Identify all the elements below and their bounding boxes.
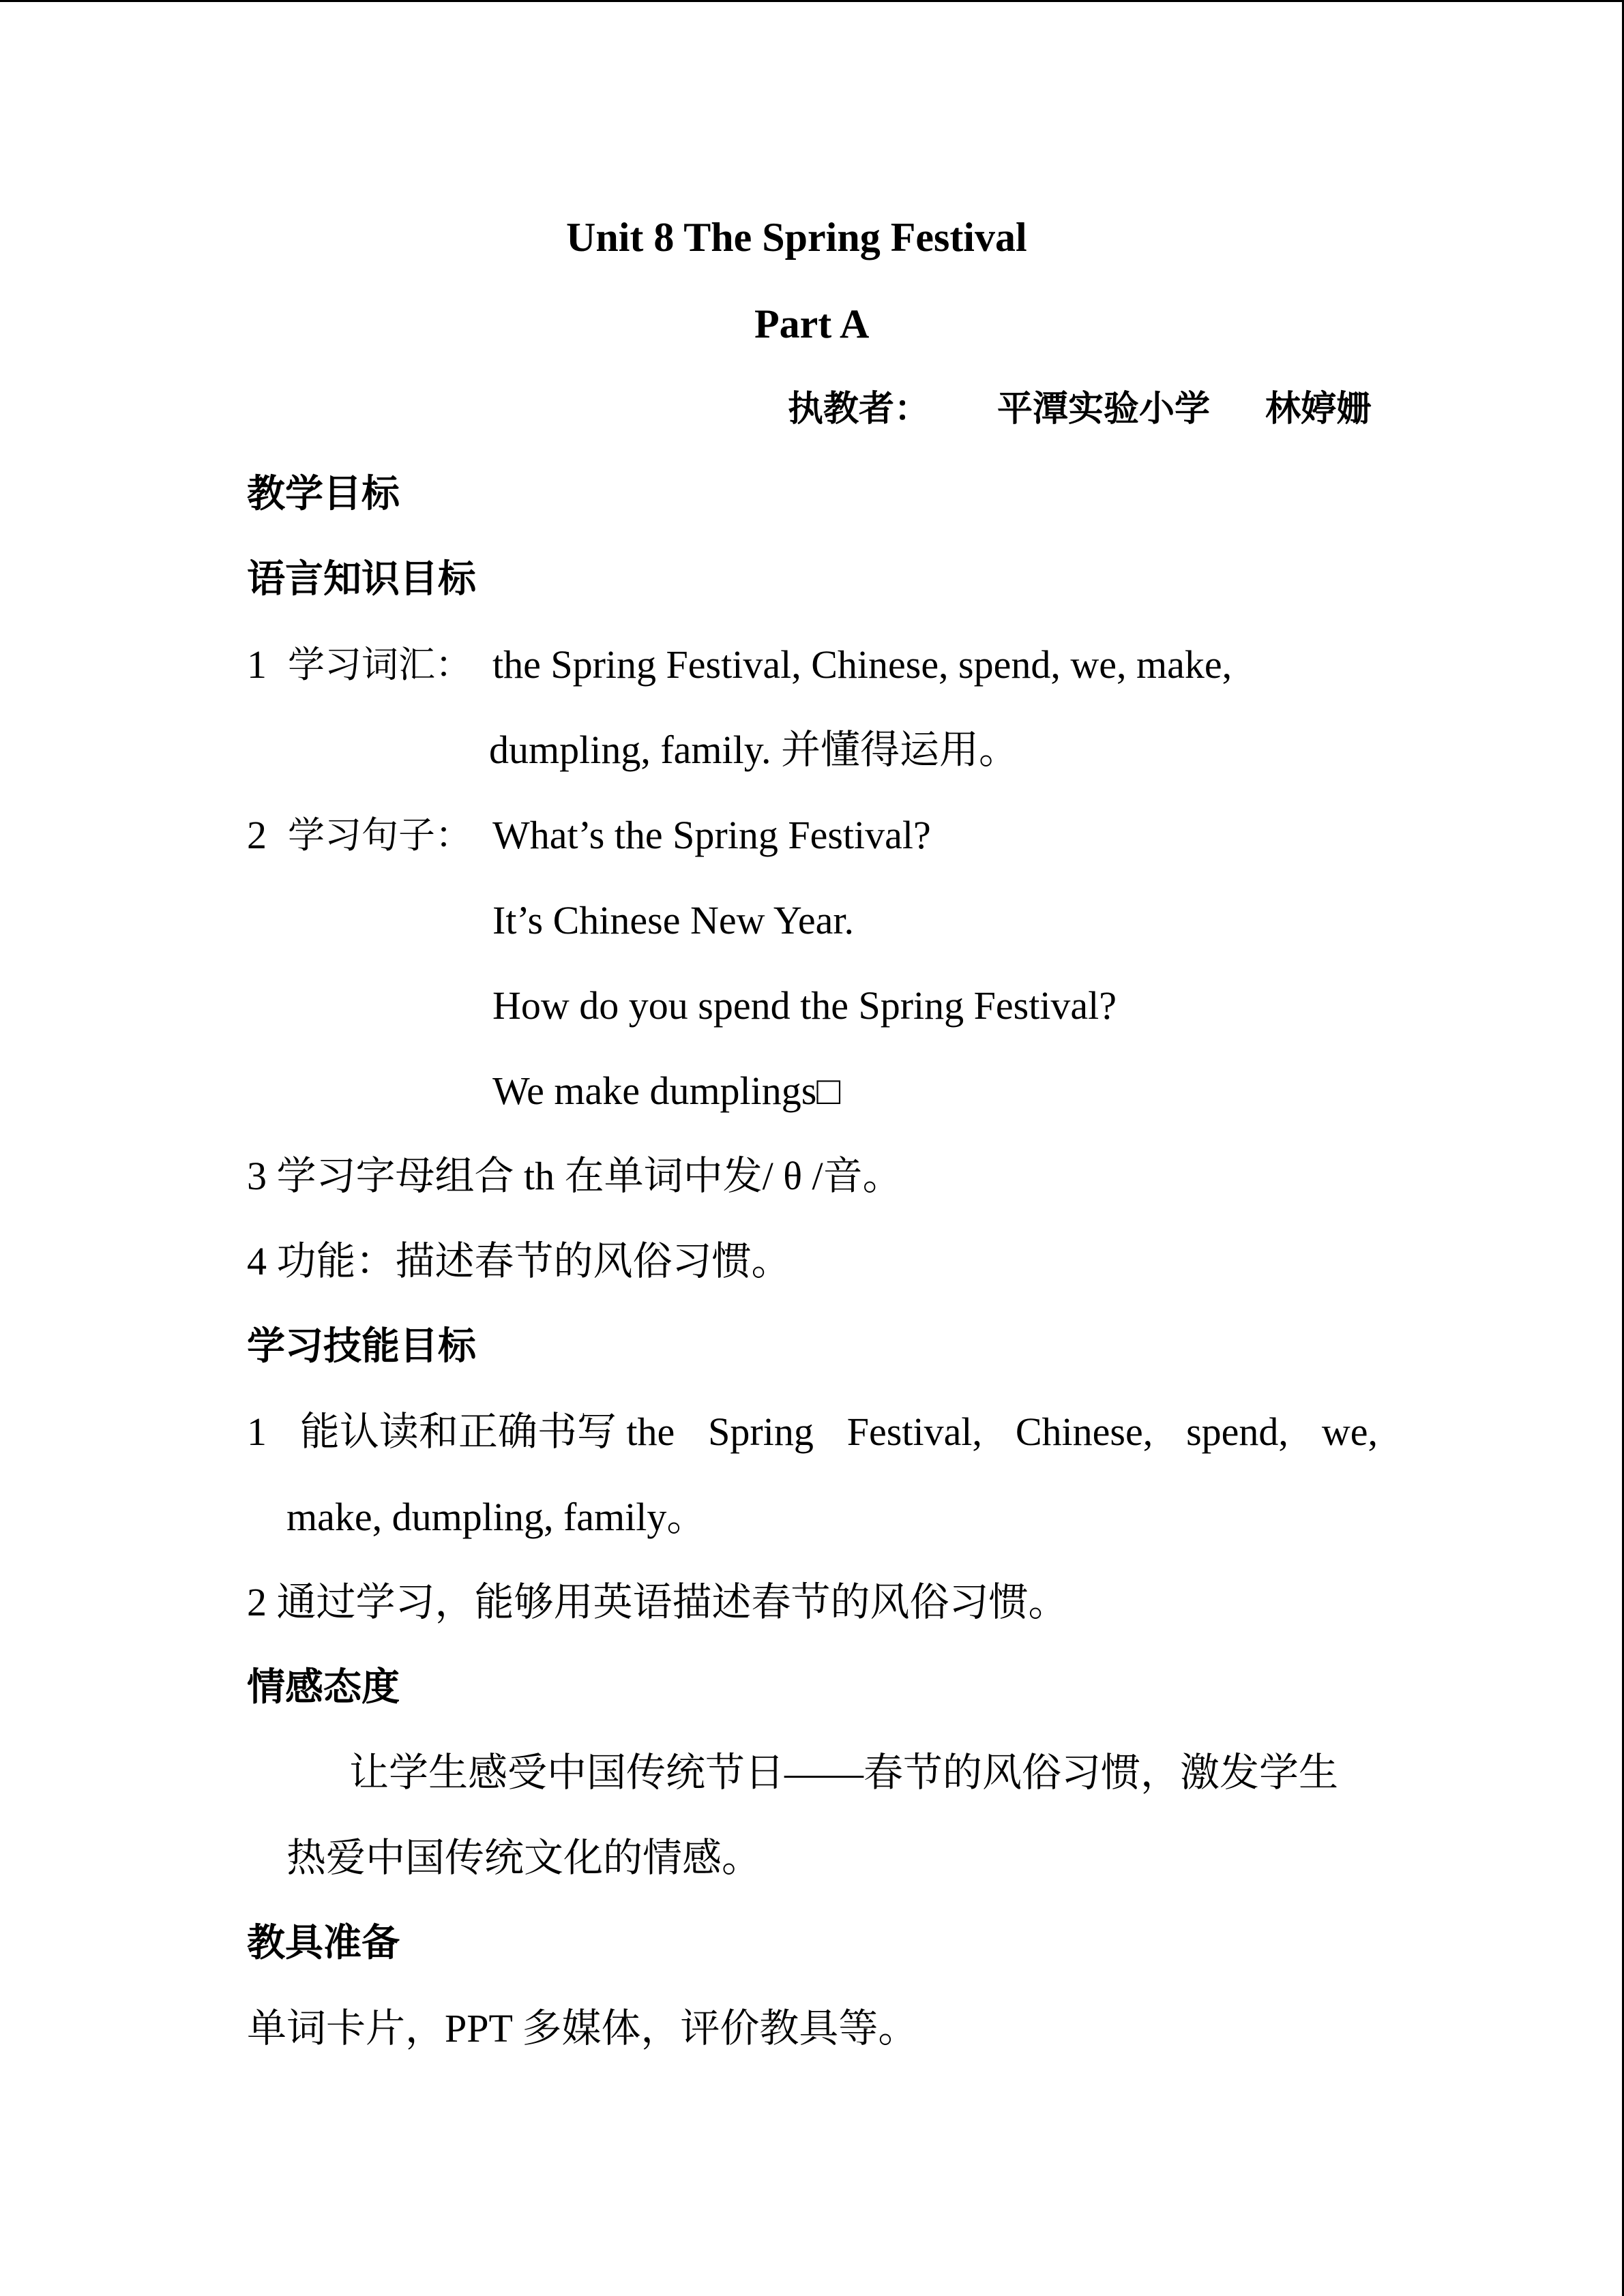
lang-item1-line2: dumpling, family. 并懂得运用。 [489,728,1018,772]
skill-item1-line1 [247,1408,1378,1456]
materials-text: 单词卡片，PPT 多媒体，评价教具等。 [247,2006,918,2051]
document-title: Unit 8 The Spring Festival [566,215,1027,260]
lang-item4: 4 功能：描述春节的风俗习惯。 [247,1239,791,1283]
skill-item1-word: 能认读和正确书写 the [299,1410,675,1454]
skill-item1-word: Festival, [846,1410,982,1454]
attitude-line1: 让学生感受中国传统节日——春节的风俗习惯，激发学生 [349,1750,1339,1795]
heading-teaching-goals: 教学目标 [247,472,400,516]
skill-item1-word: we, [1321,1410,1378,1454]
lang-item1-label: 学习词汇： [288,643,472,686]
attitude-line2: 热爱中国传统文化的情感。 [286,1836,762,1880]
lang-item1-line1: the Spring Festival, Chinese, spend, we, make, [492,642,1232,687]
lang-item2-label: 学习句子： [288,814,472,856]
byline-school: 平潭实验小学 [997,389,1211,430]
sentence-1: What’s the Spring Festival? [492,813,931,857]
skill-item1-word: spend, [1186,1410,1288,1454]
skill-item1-number: 1 [247,1410,267,1454]
lang-item3: 3 学习字母组合 th 在单词中发/ θ /音。 [247,1154,902,1198]
skill-item1-line2: make, dumpling, family。 [286,1495,707,1539]
lang-item2-number: 2 [247,813,267,857]
skill-item1-word: Spring [708,1410,814,1454]
byline-teacher: 林婷姗 [1265,389,1372,430]
heading-skill-goals: 学习技能目标 [247,1324,476,1369]
byline-label: 执教者： [788,389,930,430]
sentence-3: How do you spend the Spring Festival? [492,983,1117,1028]
heading-language-goals: 语言知识目标 [247,557,476,601]
sentence-2: It’s Chinese New Year. [492,898,855,942]
lang-item1-number: 1 [247,642,267,687]
top-border [0,0,1624,2]
heading-materials: 教具准备 [247,1921,400,1965]
heading-attitude: 情感态度 [247,1665,400,1710]
skill-item2: 2 通过学习，能够用英语描述春节的风俗习惯。 [247,1580,1068,1624]
document-subtitle: Part A [754,301,870,346]
sentence-4: We make dumplings□ [492,1069,841,1113]
skill-item1-word: Chinese, [1015,1410,1153,1454]
